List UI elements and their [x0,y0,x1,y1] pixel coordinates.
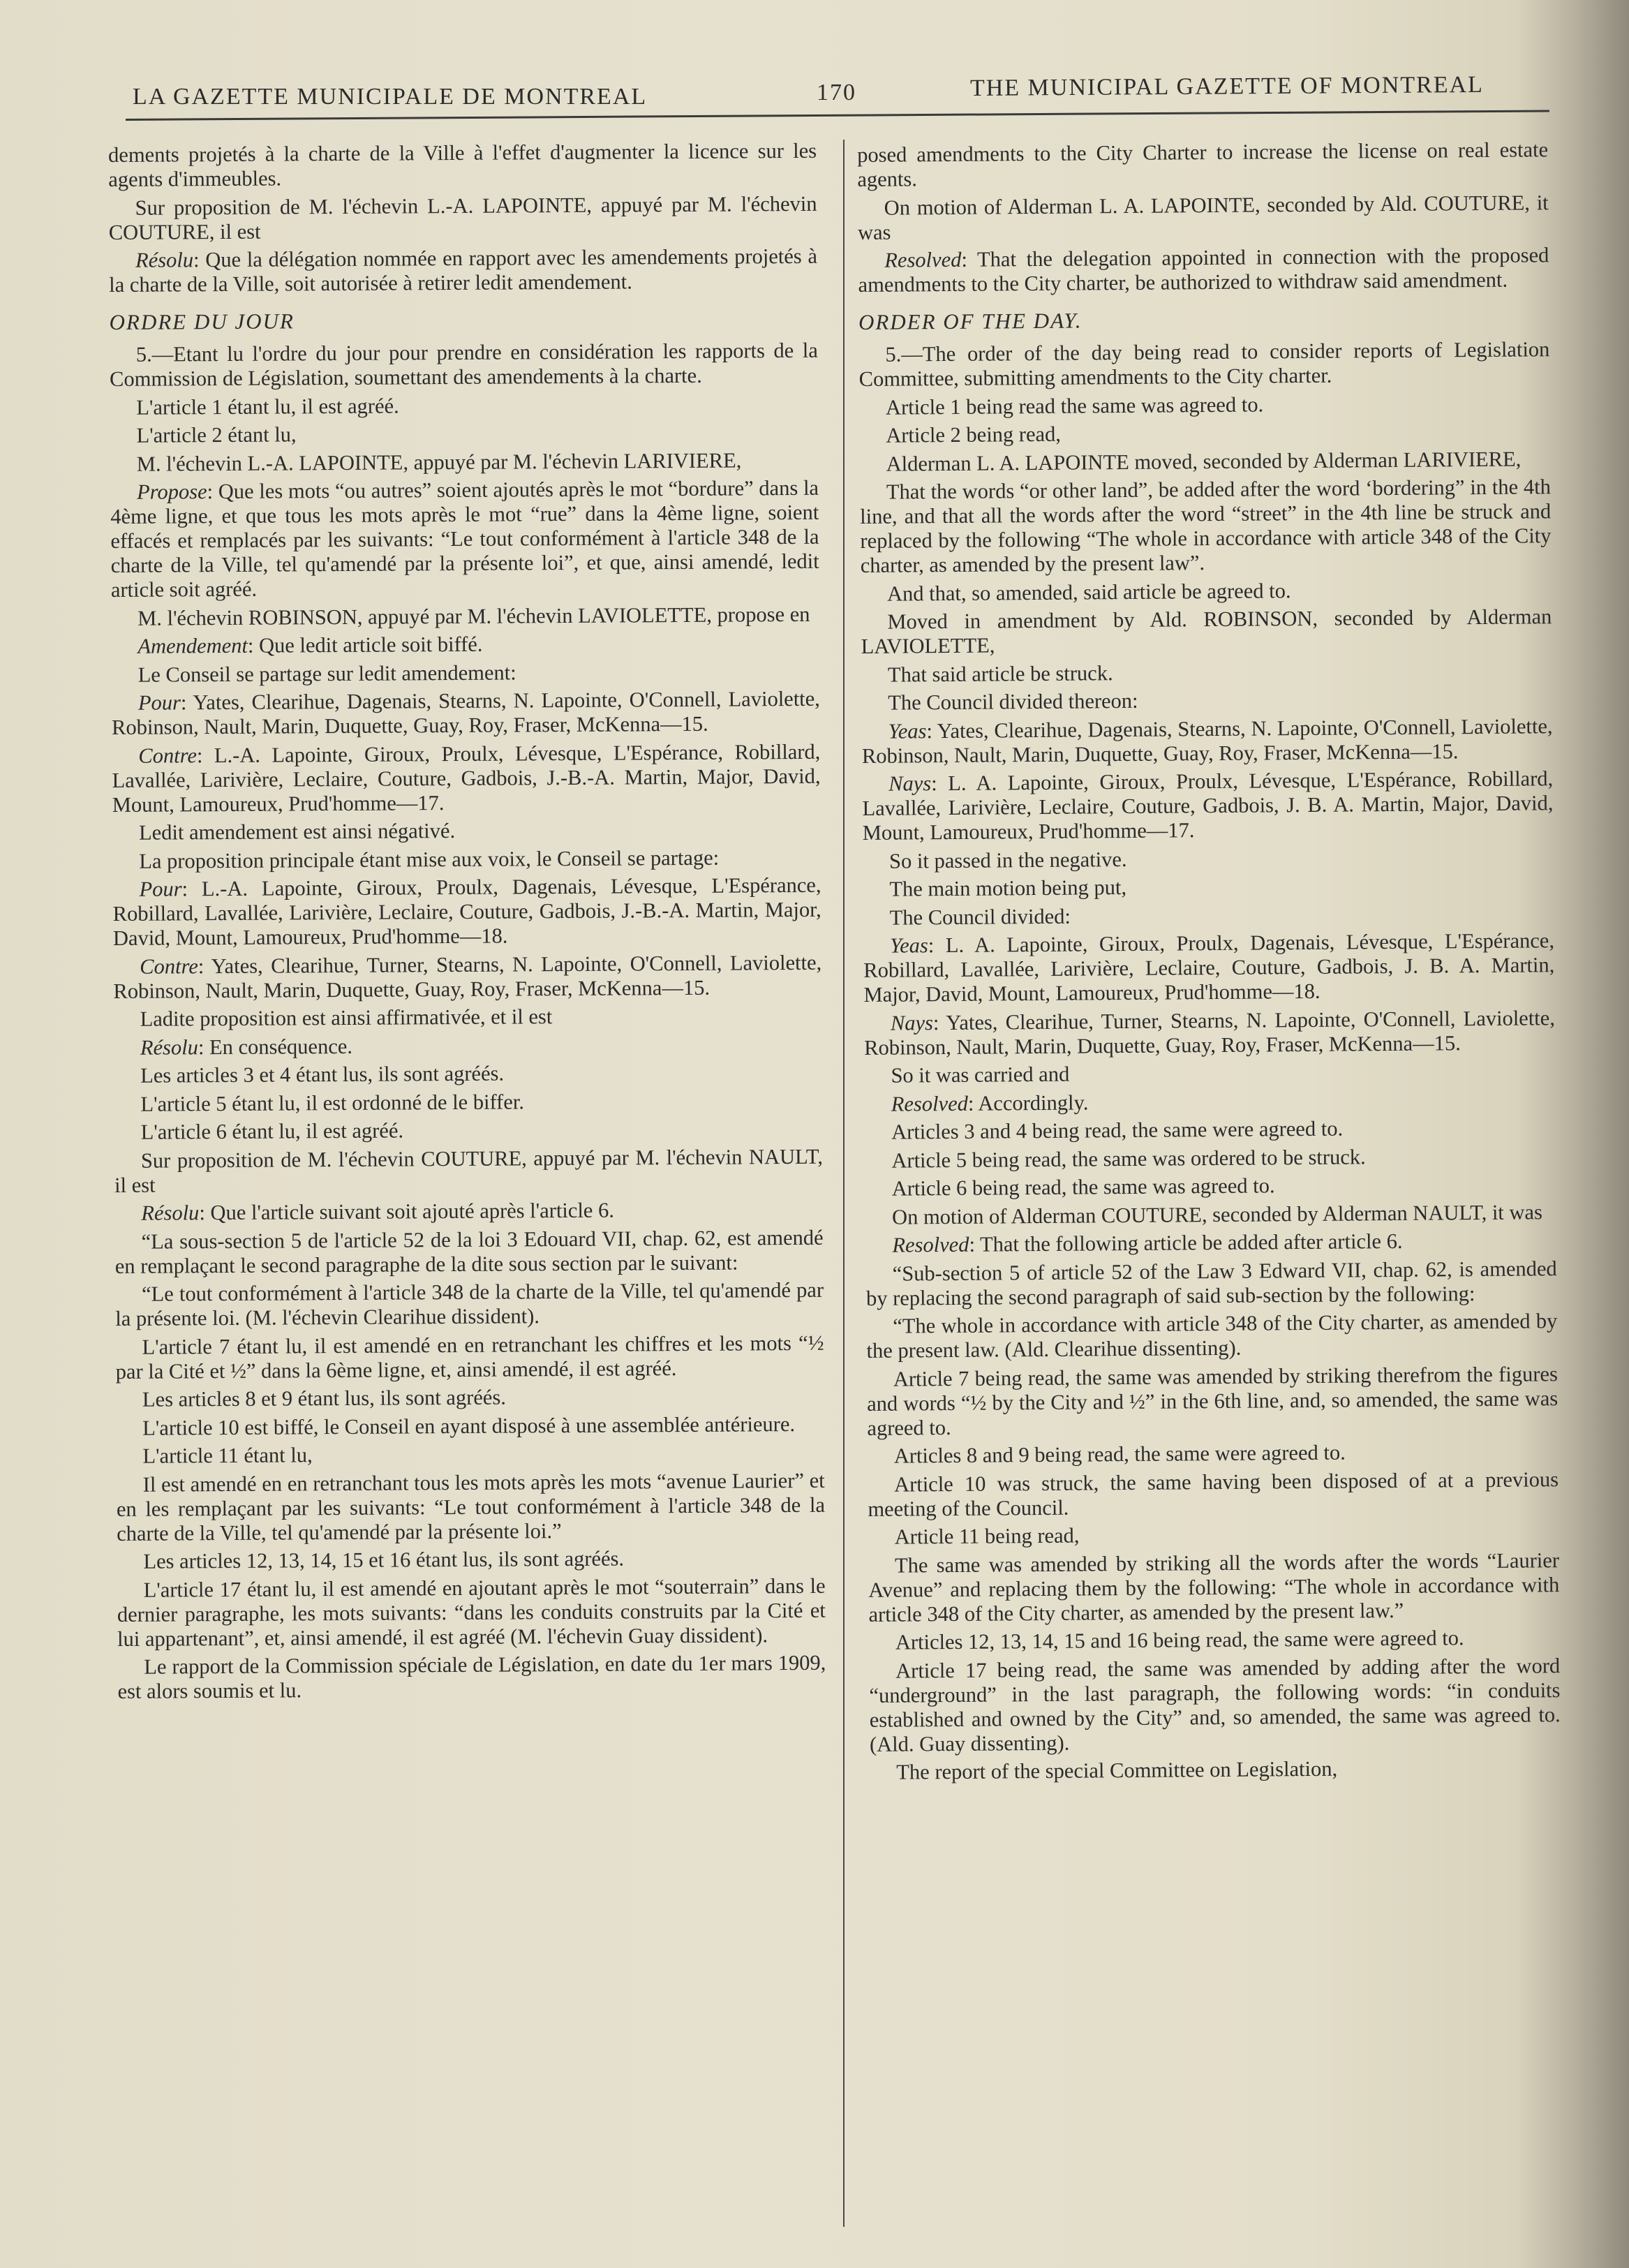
amendment-label: Amendement [137,633,248,658]
paragraph: “Le tout conformément à l'article 348 de la charte de la Ville, tel qu'amendé par la présente loi. (M. l'échevin Clearihue dissident). [115,1277,824,1331]
paragraph: Articles 8 and 9 being read, the same were agreed to. [893,1440,1346,1468]
column-divider [843,140,845,2227]
paragraph: Article 7 being read, the same was amended by striking therefrom the figures and words “½ by the City and ½” in the 6th line, and, so amended, the same was agreed to. [867,1361,1559,1440]
paragraph: Article 2 being read, [886,422,1062,447]
paragraph: L'article 2 étant lu, [136,422,297,447]
motion-label: Propose [136,480,207,504]
paragraph: L'article 10 est biffé, le Conseil en ayant disposé à une assemblée antérieure. [142,1411,796,1440]
paragraph: The report of the special Committee on Legislation, [896,1756,1338,1784]
paragraph-text: : Que la délégation nommée en rapport avec les amendements projetés à la charte de la Ville, soit autorisée à retirer ledit amendement. [109,244,818,297]
english-column [857,138,1561,1788]
paragraph: 5.—Etant lu l'ordre du jour pour prendre en considération les rapports de la Commission de Législation, soumettant des amendements à la charte. [109,338,818,391]
vote-paragraph [862,766,1554,845]
vote-list: : Yates, Clearihue, Turner, Stearns, N. Lapointe, O'Connell, Laviolette, Robinson, Nault, Marin, Duquette, Guay, Roy, Fraser, McKenna—15. [113,950,822,1003]
paragraph: “The whole in accordance with article 348 of the City charter, as amended by the present law. (Ald. Clearihue dissenting). [866,1309,1558,1363]
vote-label: Yeas [889,933,928,958]
vote-label: Pour [139,877,182,901]
paragraph [111,630,819,659]
vote-paragraph [864,1006,1556,1060]
paragraph-text: : Accordingly. [967,1090,1089,1116]
paragraph: L'article 5 étant lu, il est ordonné de le biffer. [140,1089,525,1116]
paragraph: The same was amended by striking all the words after the words “Laurier Avenue” and replacing them by the following: “The whole in accordance with article 348 of the City charter, as amended by the present law.” [868,1548,1560,1626]
paragraph: Le rapport de la Commission spéciale de Législation, en date du 1er mars 1909, est alors soumis et lu. [117,1650,826,1703]
paragraph: L'article 6 étant lu, il est agréé. [140,1118,404,1144]
vote-paragraph [113,950,821,1003]
paragraph: Articles 12, 13, 14, 15 and 16 being read, the same were agreed to. [895,1626,1464,1654]
paragraph: 5.—The order of the day being read to consider reports of Legislation Committee, submitting amendments to the City charter. [858,337,1550,391]
vote-list: : L. A. Lapointe, Giroux, Proulx, Lévesque, L'Espérance, Robillard, Lavallée, Larivière, Leclaire, Couture, Gadbois, J. B. A. Martin, Major, David, Mount, Lamoureux, Prud'homme—17. [862,766,1554,845]
paragraph-text: : That the following article be added after article 6. [969,1229,1403,1257]
vote-paragraph [861,714,1553,769]
paragraph: So it passed in the negative. [888,847,1127,873]
paragraph-text: : Que ledit article soit biffé. [247,632,483,658]
resolution-label: Résolu [140,1035,199,1060]
paragraph-text: : Que l'article suivant soit ajouté après l'article 6. [199,1198,615,1225]
paragraph: Articles 3 and 4 being read, the same were agreed to. [891,1116,1344,1144]
vote-paragraph [863,928,1555,1007]
vote-paragraph [112,739,821,817]
vote-list: : Yates, Clearihue, Turner, Stearns, N. Lapointe, O'Connell, Laviolette, Robinson, Nault, Marin, Duquette, Guay, Roy, Fraser, McKenna—15. [864,1005,1556,1060]
vote-label: Nays [890,1010,934,1035]
section-heading: ORDER OF THE DAY. [858,308,1083,334]
vote-list: : L.-A. Lapointe, Giroux, Proulx, Dagenais, Lévesque, L'Espérance, Robillard, Lavallée, Larivière, Leclaire, Couture, Gadbois, J.-B.-A. Martin, Major, David, Mount, Lamoureux, Prud'homme—18. [112,873,821,950]
resolution-label: Resolved [892,1232,969,1257]
vote-paragraph [112,873,821,951]
paragraph: Les articles 12, 13, 14, 15 et 16 étant lus, ils sont agréés. [143,1546,625,1573]
paragraph: dements projetés à la charte de la Ville à l'effet d'augmenter la licence sur les agents d'immeubles. [108,138,817,191]
paragraph [858,243,1549,297]
paragraph [109,244,817,297]
paragraph [110,476,819,602]
resolution-label: Résolu [135,248,194,272]
paragraph: That said article be struck. [887,660,1113,687]
paragraph: And that, so amended, said article be agreed to. [886,578,1291,606]
vote-label: Nays [888,771,932,796]
paragraph [865,1087,1556,1117]
vote-label: Yeas [888,718,927,743]
paragraph: Les articles 3 et 4 étant lus, ils sont agréés. [140,1061,505,1088]
vote-paragraph [112,687,820,740]
paragraph: So it was carried and [891,1062,1070,1088]
resolution-label: Resolved [884,247,962,272]
paragraph: “Sub-section 5 of article 52 of the Law 3 Edward VII, chap. 62, is amended by replacing the second paragraph of said sub-section by the following: [865,1256,1557,1310]
vote-label: Pour [137,690,181,715]
vote-list: : L.-A. Lapointe, Giroux, Proulx, Lévesque, L'Espérance, Robillard, Lavallée, Larivière, Leclaire, Couture, Gadbois, J.-B.-A. Martin, Major, David, Mount, Lamoureux, Prud'homme—17. [112,739,821,817]
paragraph: Article 10 was struck, the same having been disposed of at a previous meeting of the Council. [868,1467,1559,1521]
paragraph: That the words “or other land”, be added after the word ‘bordering” in the 4th line, and that all the words after the word “street” in the 4th line be struck and replaced by the following “The whole in accordance with article 348 of the City charter, as amended by the present law”. [860,475,1552,577]
vote-list: : L. A. Lapointe, Giroux, Proulx, Dagenais, Lévesque, L'Espérance, Robillard, Lavallée, Larivière, Leclaire, Couture, Gadbois, J. B. A. Martin, Major, David, Mount, Lamoureux, Prud'homme—18. [863,928,1555,1007]
paragraph [114,1197,823,1226]
paragraph: Ledit amendement est ainsi négativé. [138,818,456,845]
paragraph: posed amendments to the City Charter to increase the license on real estate agents. [857,138,1549,191]
paragraph-text: : That the delegation appointed in connection with the proposed amendments to the City charter, be authorized to withdraw said amendment. [858,243,1549,297]
paragraph: Article 11 being read, [894,1523,1080,1549]
paragraph: Il est amendé en en retranchant tous les mots après les mots “avenue Laurier” et en les remplaçant par les suivants: “Le tout conformément à l'article 348 de la charte de la Ville, tel qu'amendé par la présente loi.” [116,1468,826,1546]
header-french-title: LA GAZETTE MUNICIPALE DE MONTREAL [133,84,648,110]
paragraph: Moved in amendment by Ald. ROBINSON, seconded by Alderman LAVIOLETTE, [861,605,1552,658]
header-english-title: THE MUNICIPAL GAZETTE OF MONTREAL [969,71,1484,101]
vote-list: : Yates, Clearihue, Dagenais, Stearns, N. Lapointe, O'Connell, Laviolette, Robinson, Nault, Marin, Duquette, Guay, Roy, Fraser, McKenna—15. [112,686,820,739]
paragraph: Article 6 being read, the same was agreed to. [891,1173,1275,1201]
paragraph-text: : En conséquence. [198,1034,353,1059]
paragraph: L'article 7 étant lu, il est amendé en en retranchant les chiffres et les mots “½ par la Cité et ½” dans la 6ème ligne, et, ainsi amendé, il est agréé. [115,1331,824,1384]
paragraph: La proposition principale étant mise aux voix, le Conseil se partage: [139,845,720,873]
vote-label: Contre [138,743,198,768]
paragraph: L'article 11 étant lu, [142,1443,313,1468]
paragraph: Le Conseil se partage sur ledit amendement: [137,660,516,687]
paragraph: L'article 1 étant lu, il est agréé. [136,393,399,420]
paragraph: Sur proposition de M. l'échevin L.-A. LAPOINTE, appuyé par M. l'échevin COUTURE, il est [108,191,817,244]
resolution-label: Resolved [891,1091,969,1116]
paragraph: “La sous-section 5 de l'article 52 de la loi 3 Edouard VII, chap. 62, est amendé en remplaçant le second paragraphe de la dite sous section par le suivant: [114,1225,824,1278]
paragraph: Ladite proposition est ainsi affirmativée, et il est [140,1005,553,1031]
paragraph: On motion of Alderman COUTURE, seconded by Alderman NAULT, it was [891,1199,1543,1229]
paragraph: The main motion being put, [889,875,1127,901]
vote-list: : Yates, Clearihue, Dagenais, Stearns, N. Lapointe, O'Connell, Laviolette, Robinson, Nault, Marin, Duquette, Guay, Roy, Fraser, McKenna—15. [861,713,1553,768]
paragraph: On motion of Alderman L. A. LAPOINTE, seconded by Ald. COUTURE, it was [857,190,1549,244]
paragraph: Article 17 being read, the same was amended by adding after the word “underground” in the last paragraph, the following words: “in conduits established and owned by the City” and, so amended, the same was agreed to. (Ald. Guay dissenting). [869,1653,1561,1756]
paragraph: M. l'échevin L.-A. LAPOINTE, appuyé par M. l'échevin LARIVIERE, [136,447,742,476]
paragraph: Sur proposition de M. l'échevin COUTURE, appuyé par M. l'échevin NAULT, il est [114,1144,823,1197]
paragraph [865,1228,1556,1258]
paragraph: Alderman L. A. LAPOINTE moved, seconded by Alderman LARIVIERE, [886,447,1522,476]
paragraph: The Council divided thereon: [888,688,1138,715]
vote-label: Contre [140,954,198,979]
paragraph-text: : Que les mots “ou autres” soient ajoutés après le mot “bordure” dans la 4ème ligne, et que tous les mots après le mot “rue” dans la 4ème ligne, soient effacés et remplacés par les suivants: “Le tout conformément à l'article 348 de la charte de la Ville, tel qu'amendé par la présente loi”, et que, ainsi amendé, ledit article soit agréé. [110,475,819,602]
section-heading: ORDRE DU JOUR [109,309,295,334]
paragraph: Article 5 being read, the same was ordered to be struck. [891,1144,1366,1173]
paragraph: L'article 17 étant lu, il est amendé en ajoutant après le mot “souterrain” dans le dernier paragraphe, les mots suivants: “dans les conduits construits par la Cité et lui appartenant”, et, ainsi amendé, il est agréé (M. l'échevin Guay dissident). [117,1573,826,1651]
paragraph [114,1031,822,1060]
french-column [108,139,826,1708]
paragraph: M. l'échevin ROBINSON, appuyé par M. l'échevin LAVIOLETTE, propose en [137,602,810,630]
resolution-label: Résolu [141,1201,200,1225]
paragraph: Article 1 being read the same was agreed to. [885,392,1264,420]
paragraph: The Council divided: [889,904,1071,930]
page-number: 170 [817,80,856,105]
paragraph: Les articles 8 et 9 étant lus, ils sont agréés. [142,1385,506,1411]
